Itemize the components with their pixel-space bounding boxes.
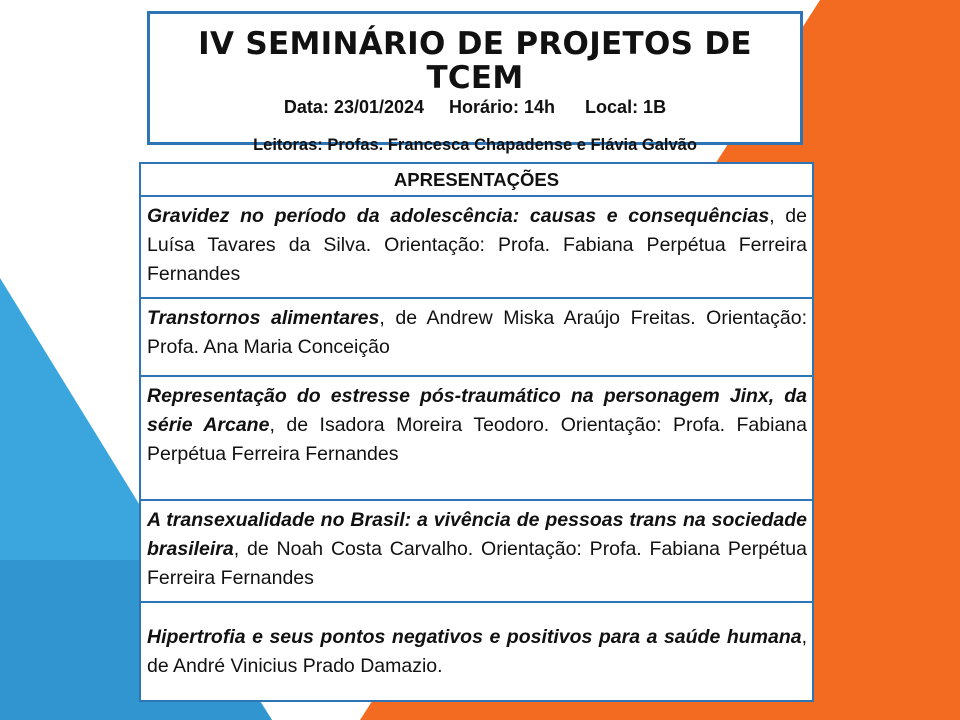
presentation-row xyxy=(141,197,812,299)
presentation-title: Gravidez no período da adolescência: causas e consequências xyxy=(147,205,770,227)
readers-line: Leitoras: Profas. Francesca Chapadense e Flávia Galvão xyxy=(253,136,697,154)
presentation-row xyxy=(141,299,812,377)
presentation-row xyxy=(141,377,812,501)
presentation-details: , de Andrew Miska Araújo Freitas. Orientação: Profa. Ana Maria Conceição xyxy=(147,307,807,358)
presentation-title: Hipertrofia e seus pontos negativos e positivos para a saúde humana xyxy=(147,626,802,648)
presentation-details: , de Noah Costa Carvalho. Orientação: Profa. Fabiana Perpétua Ferreira Fernandes xyxy=(147,538,807,589)
table-heading: APRESENTAÇÕES xyxy=(141,164,812,197)
presentation-title: Transtornos alimentares xyxy=(147,307,380,329)
title-box xyxy=(147,11,803,154)
presentation-details: , de Luísa Tavares da Silva. Orientação: Profa. Fabiana Perpétua Ferreira Fernandes xyxy=(147,205,807,285)
event-info: Data: 23/01/2024 Horário: 14h Local: 1B xyxy=(283,97,667,117)
presentation-details: , de Isadora Moreira Teodoro. Orientação: Profa. Fabiana Perpétua Ferreira Fernandes xyxy=(147,414,807,465)
presentation-details: , de André Vinicius Prado Damazio. xyxy=(147,626,807,677)
presentation-row xyxy=(141,603,812,700)
seminar-title: IV SEMINÁRIO DE PROJETOS DE TCEM xyxy=(198,26,752,96)
presentation-row xyxy=(141,501,812,603)
presentations-table xyxy=(139,162,814,702)
presentation-title: Representação do estresse pós-traumático na personagem Jinx, da série Arcane xyxy=(147,385,807,436)
presentation-title: A transexualidade no Brasil: a vivência de pessoas trans na sociedade brasileira xyxy=(147,509,807,560)
